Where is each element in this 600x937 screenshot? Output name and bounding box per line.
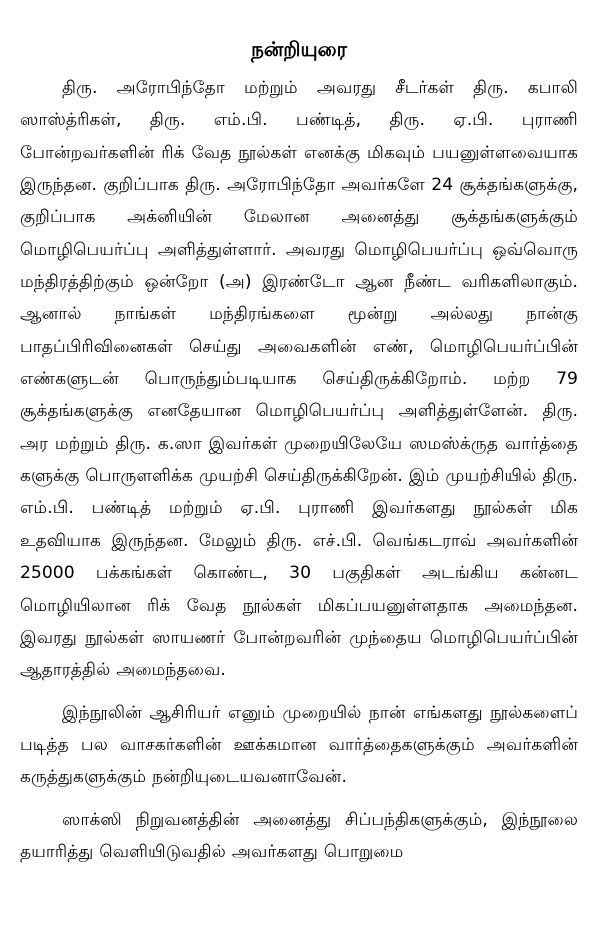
paragraph-acknowledgement-sources: திரு. அரோபிந்தோ மற்றும் அவரது சீடர்கள் திரு. கபாலி ஸாஸ்த்ரிகள், திரு. எம்.பி. பண்டித், திரு. ஏ.பி. புராணி போன்றவர்களின் ரிக் வேத நூல்கள் எனக்கு மிகவும் பயனுள்ளவையாக இருந்தன. குறிப்பாக திரு. அரோபிந்தோ அவர்களே 24 சூக்தங்களுக்கு, குறிப்பாக அக்னியின் மேலான அனைத்து சூக்தங்களுக்கும் மொழிபெயர்ப்பு அளித்துள்ளார். அவரது மொழிபெயர்ப்பு ஒவ்வொரு மந்திரத்திற்கும் ஒன்றோ (அ) இரண்டோ ஆன நீண்ட வரிகளிலாகும். ஆனால் நாங்கள் மந்திரங்களை மூன்று அல்லது நான்கு பாதப்பிரிவினைகள் செய்து அவைகளின் எண், மொழிபெயர்ப்பின் எண்களுடன் பொருந்தும்படியாக செய்திருக்கிறோம். மற்ற 79 சூக்தங்களுக்கு எனதேயான மொழிபெயர்ப்பு அளித்துள்ளேன். திரு. அர மற்றும் திரு. க.ஸா இவர்கள் முறையிலேயே ஸமஸ்க்ருத வார்த்தை களுக்கு பொருளளிக்க முயற்சி செய்திருக்கிறேன். இம் முயற்சியில் திரு. எம்.பி. பண்டித் மற்றும் ஏ.பி. புராணி இவர்களது நூல்கள் மிக உதவியாக இருந்தன. மேலும் திரு. எச்.பி. வெங்கடராவ் அவர்களின் 25000 பக்கங்கள் கொண்ட, 30 பகுதிகள் அடங்கிய கன்னட மொழியிலான ரிக் வேத நூல்கள் மிகப்பயனுள்ளதாக அமைந்தன. இவரது நூல்கள் ஸாயணர் போன்றவரின் முந்தைய மொழிபெயர்ப்பின் ஆதாரத்தில் அமைந்தவை. bbox=[20, 78, 579, 681]
document-page bbox=[20, 0, 578, 937]
page-title: நன்றியுரை bbox=[251, 37, 347, 61]
paragraph-acknowledgement-readers: இந்நூலின் ஆசிரியர் எனும் முறையில் நான் எங்களது நூல்களைப் படித்த பல வாசகர்களின் ஊக்கமான வார்த்தைகளுக்கும் அவர்களின் கருத்துகளுக்கும் நன்றியுடையவனாவேன். bbox=[20, 702, 578, 788]
paragraph-acknowledgement-staff: ஸாக்ஸி நிறுவனத்தின் அனைத்து சிப்பந்திகளுக்கும், இந்நூலை தயாரித்து வெளியிடுவதில் அவர்களது பொறுமை bbox=[20, 809, 578, 862]
